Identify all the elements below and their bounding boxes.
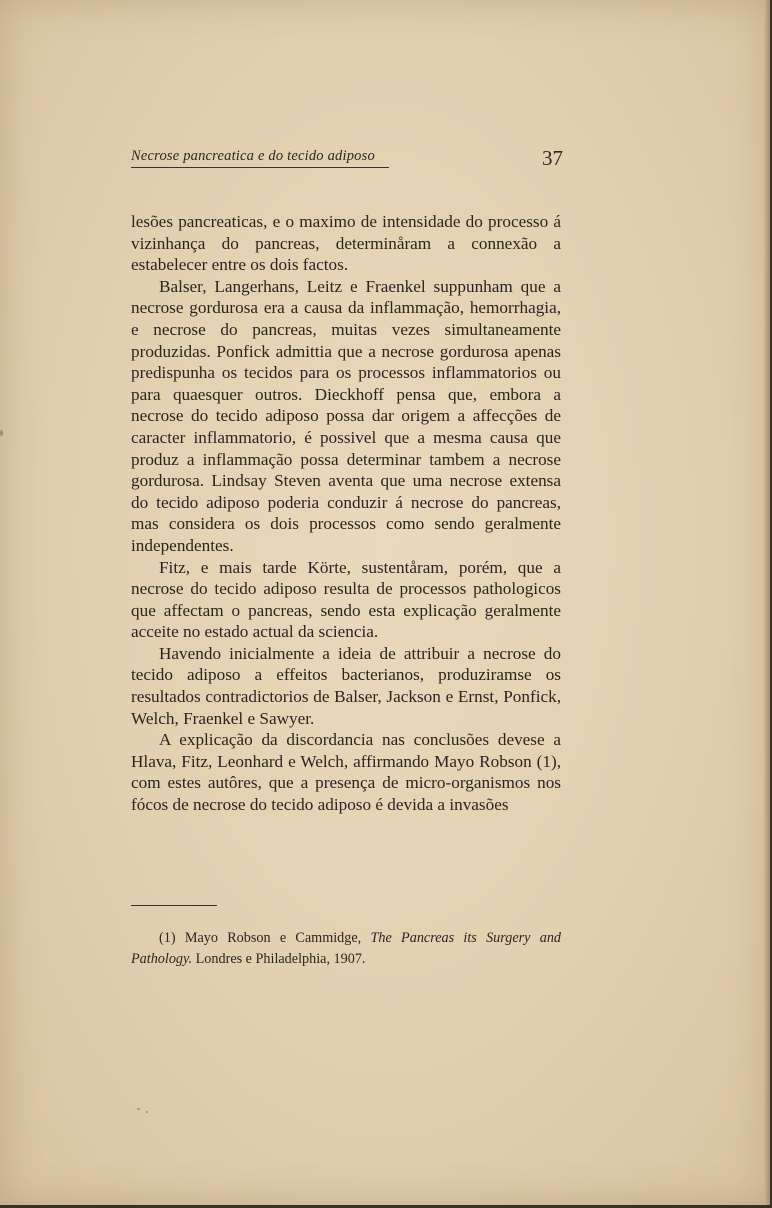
paragraph: A explicação da discordancia nas conclusões devese a Hlava, Fitz, Leonhard e Welch, affirmando Mayo Robson (1), com estes autôres, que a presença de micro-organismos nos fócos de necrose do tecido adiposo é devida a invasões <box>131 730 561 815</box>
paper-speck <box>137 1108 140 1110</box>
running-head: Necrose pancreatica e do tecido adiposo <box>131 148 375 164</box>
footnote-title: The Pancreas its Surgery and Pathology. <box>131 930 562 967</box>
paper-speck <box>0 430 3 436</box>
footnote-marker: (1) <box>159 930 176 946</box>
paragraph: Balser, Langerhans, Leitz e Fraenkel suppunham que a necrose gordurosa era a causa da inflammação, hemorrhagia, e necrose do pancreas, muitas vezes simultaneamente produzidas. Ponfick admittia que a necrose gordurosa apenas predispunha os tecidos para os processos inflammatorios ou para quaesquer outros. Dieckhoff pensa que, embora a necrose do tecido adiposo possa dar origem a affecções de caracter inflammatorio, é possivel que a mesma causa que produz a inflammação possa determinar tambem a necrose gordurosa. Lindsay Steven aventa que uma necrose extensa do tecido adiposo poderia conduzir á necrose do pancreas, mas considera os dois processos como sendo geralmente independentes. <box>131 276 561 555</box>
footnote-authors: Mayo Robson e Cammidge, <box>184 930 362 946</box>
paragraph-continued: lesões pancreaticas, e o maximo de intensidade do processo á vizinhança do pancreas, determinåram a connexão a estabelecer entre os dois factos. <box>131 212 561 275</box>
page-header <box>131 146 563 174</box>
page-number: 37 <box>542 146 563 170</box>
footnote <box>131 928 561 970</box>
paragraph: Fitz, e mais tarde Körte, sustentåram, porém, que a necrose do tecido adiposo resulta de processos pathologicos que affectam o pancreas, sendo esta explicação geralmente acceite no estado actual da sciencia. <box>131 557 561 642</box>
paragraph: Havendo inicialmente a ideia de attribuir a necrose do tecido adiposo a effeitos bacterianos, produziramse os resultados contradictorios de Balser, Jackson e Ernst, Ponfick, Welch, Fraenkel e Sawyer. <box>131 643 561 728</box>
footnote-rule <box>131 905 217 906</box>
body-text <box>131 211 561 816</box>
page-edge <box>764 0 770 1205</box>
paper-speck <box>146 1111 148 1113</box>
footnote-imprint: Londres e Philadelphia, 1907. <box>195 951 366 967</box>
header-rule <box>131 167 389 168</box>
